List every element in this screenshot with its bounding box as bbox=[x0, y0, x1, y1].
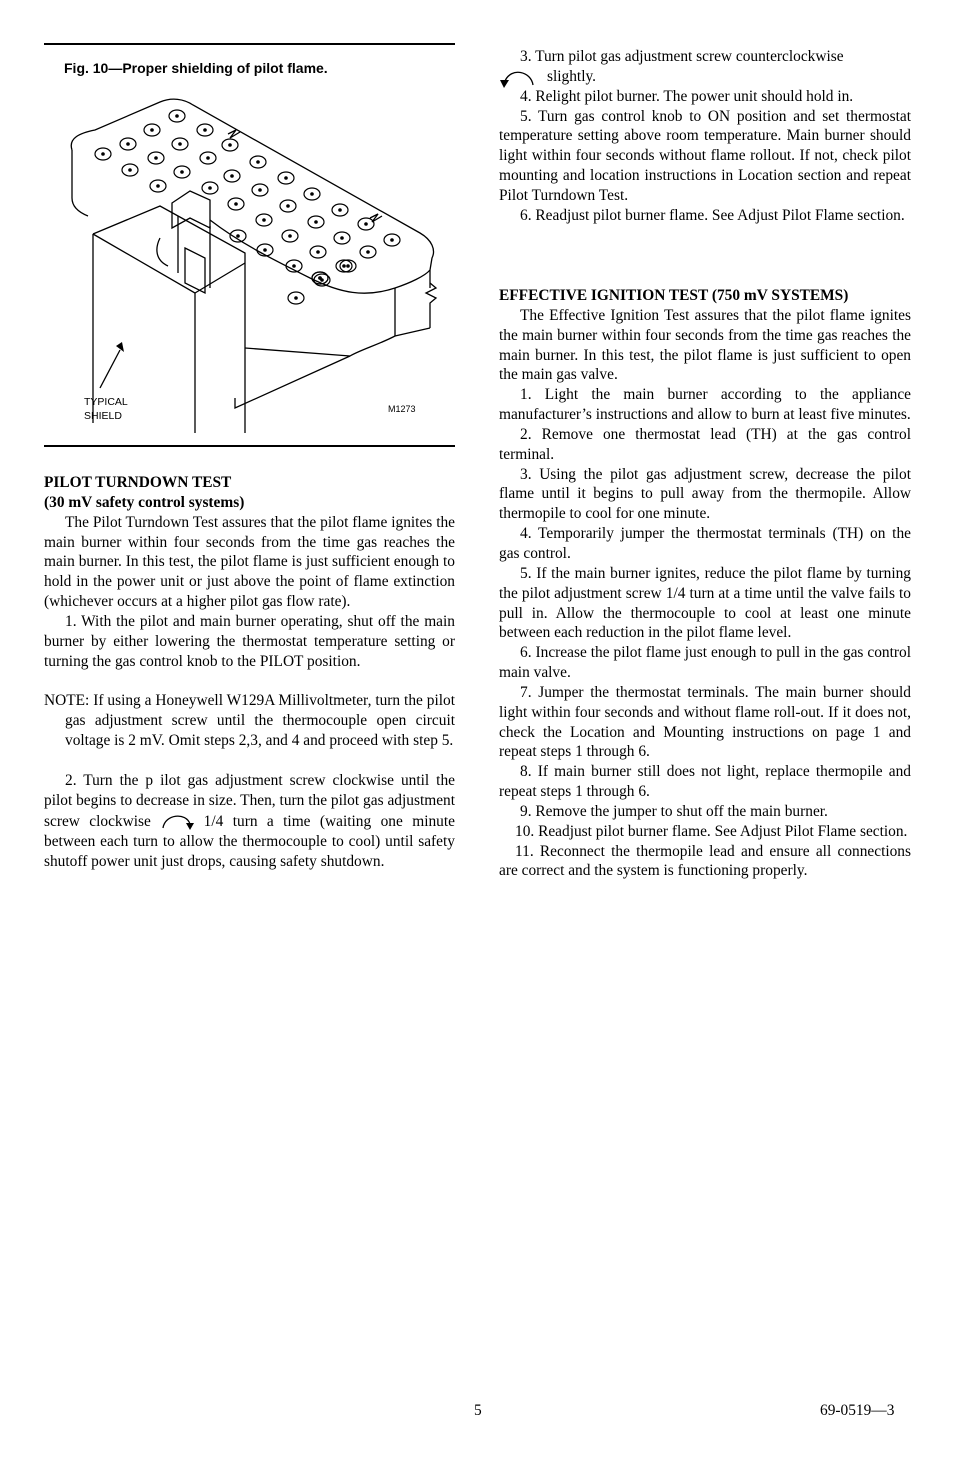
counterclockwise-arrow-icon bbox=[499, 65, 537, 91]
pilot-turndown-step-4: 4. Relight pilot burner. The power unit should hold in. bbox=[520, 87, 854, 105]
figure-caption: Fig. 10—Proper shielding of pilot flame. bbox=[64, 60, 328, 76]
pilot-turndown-continued bbox=[499, 47, 911, 226]
pilot-turndown-step-5: 5. Turn gas control knob to ON position and set thermostat temperature setting above room temperature. Main burner should light within four seconds without flame rollout. If not, check pilot mounting and location instructions in Location section and repeat Pilot Turndown Test. bbox=[499, 107, 911, 204]
pilot-turndown-step-2 bbox=[44, 771, 455, 872]
document-number: 69-0519—3 bbox=[820, 1402, 895, 1419]
clockwise-arrow-icon bbox=[160, 810, 194, 830]
pilot-turndown-heading: PILOT TURNDOWN TEST bbox=[44, 474, 232, 491]
burner-port-grid bbox=[95, 110, 400, 304]
effective-ignition-step-8: 8. If main burner still does not light, replace thermopile and repeat steps 1 through 6. bbox=[499, 763, 911, 801]
effective-ignition-section bbox=[499, 286, 911, 881]
effective-ignition-step-7: 7. Jumper the thermostat terminals. The main burner should light within four seconds and without flame roll-out. If it does not, check the Location and Mounting instructions on page 1 and repeat steps 1 through 6. bbox=[499, 683, 911, 761]
effective-ignition-step-6: 6. Increase the pilot flame just enough to pull in the gas control main valve. bbox=[499, 644, 911, 682]
effective-ignition-step-4: 4. Temporarily jumper the thermostat terminals (TH) on the gas control. bbox=[499, 525, 911, 562]
effective-ignition-step-5: 5. If the main burner ignites, reduce the pilot flame by turning the pilot adjustment screw 1/4 turn at a time until the valve fails to pull in. Allow the thermocouple to cool at least one minute between each reduction in the pilot flame level. bbox=[499, 564, 911, 642]
pilot-turndown-section bbox=[44, 473, 455, 872]
pilot-turndown-step-3 bbox=[499, 47, 911, 67]
step-2-text-b: 1/4 turn a time (waiting one minute between each turn to allow the thermocouple to cool) until safety shutoff power unit just drops, causing safety shutdown. bbox=[44, 813, 455, 871]
effective-ignition-step-3: 3. Using the pilot gas adjustment screw, decrease the pilot flame until it begins to pull away from the thermopile. Allow thermopile to cool for one minute. bbox=[499, 465, 911, 523]
effective-ignition-step-10: 10. Readjust pilot burner flame. See Adjust Pilot Flame section. bbox=[515, 822, 908, 840]
pilot-turndown-step-6: 6. Readjust pilot burner flame. See Adjust Pilot Flame section. bbox=[520, 206, 905, 224]
pilot-turndown-intro: The Pilot Turndown Test assures that the pilot flame ignites the main burner within four seconds from the time gas reaches the main burner. In this test, the pilot flame is just sufficient enough to hold in the power unit or just above the point of flame extinction (whichever occurs at a higher pilot gas flow rate). bbox=[44, 513, 455, 611]
millivoltmeter-note: NOTE: If using a Honeywell W129A Millivoltmeter, turn the pilot gas adjustment screw until the thermocouple open circuit voltage is 2 mV. Omit steps 2,3, and 4 and proceed with step 5. bbox=[44, 692, 455, 749]
step-3-text-a: 3. Turn pilot gas adjustment screw counterclockwise bbox=[520, 48, 844, 65]
figure-top-rule bbox=[44, 43, 455, 45]
figure-code: M1273 bbox=[388, 404, 416, 414]
typical-shield-label-2: SHIELD bbox=[84, 410, 122, 422]
effective-ignition-step-2: 2. Remove one thermostat lead (TH) at the gas control terminal. bbox=[499, 425, 911, 463]
step-3-line-2 bbox=[499, 67, 911, 87]
pilot-shield-illustration bbox=[60, 88, 450, 433]
effective-ignition-step-1: 1. Light the main burner according to the appliance manufacturer’s instructions and allow to burn at least five minutes. bbox=[499, 386, 911, 424]
effective-ignition-intro: The Effective Ignition Test assures that the pilot flame ignites the main burner within four seconds from the time gas reaches the main burner. In this test, the pilot flame is just sufficient to open the main gas valve. bbox=[499, 306, 911, 384]
step-3-text-b: slightly. bbox=[547, 67, 597, 85]
step-2-text-a: 2. Turn the p ilot gas adjustment screw clockwise until the pilot begins to decrease in size. Then, turn the pilot gas adjustment screw clockwise bbox=[44, 771, 455, 831]
page-number: 5 bbox=[474, 1402, 482, 1419]
pilot-turndown-subheading: (30 mV safety control systems) bbox=[44, 493, 245, 511]
effective-ignition-step-11: 11. Reconnect the thermopile lead and ensure all connections are correct and the system is functioning properly. bbox=[499, 842, 911, 880]
effective-ignition-step-9: 9. Remove the jumper to shut off the main burner. bbox=[520, 802, 828, 820]
figure-bottom-rule bbox=[44, 445, 455, 447]
typical-shield-label-1: TYPICAL bbox=[84, 396, 128, 408]
pilot-turndown-step-1: 1. With the pilot and main burner operating, shut off the main burner by either lowering the thermostat temperature setting or turning the gas control knob to the PILOT position. bbox=[44, 612, 455, 670]
effective-ignition-heading: EFFECTIVE IGNITION TEST (750 mV SYSTEMS) bbox=[499, 287, 849, 304]
